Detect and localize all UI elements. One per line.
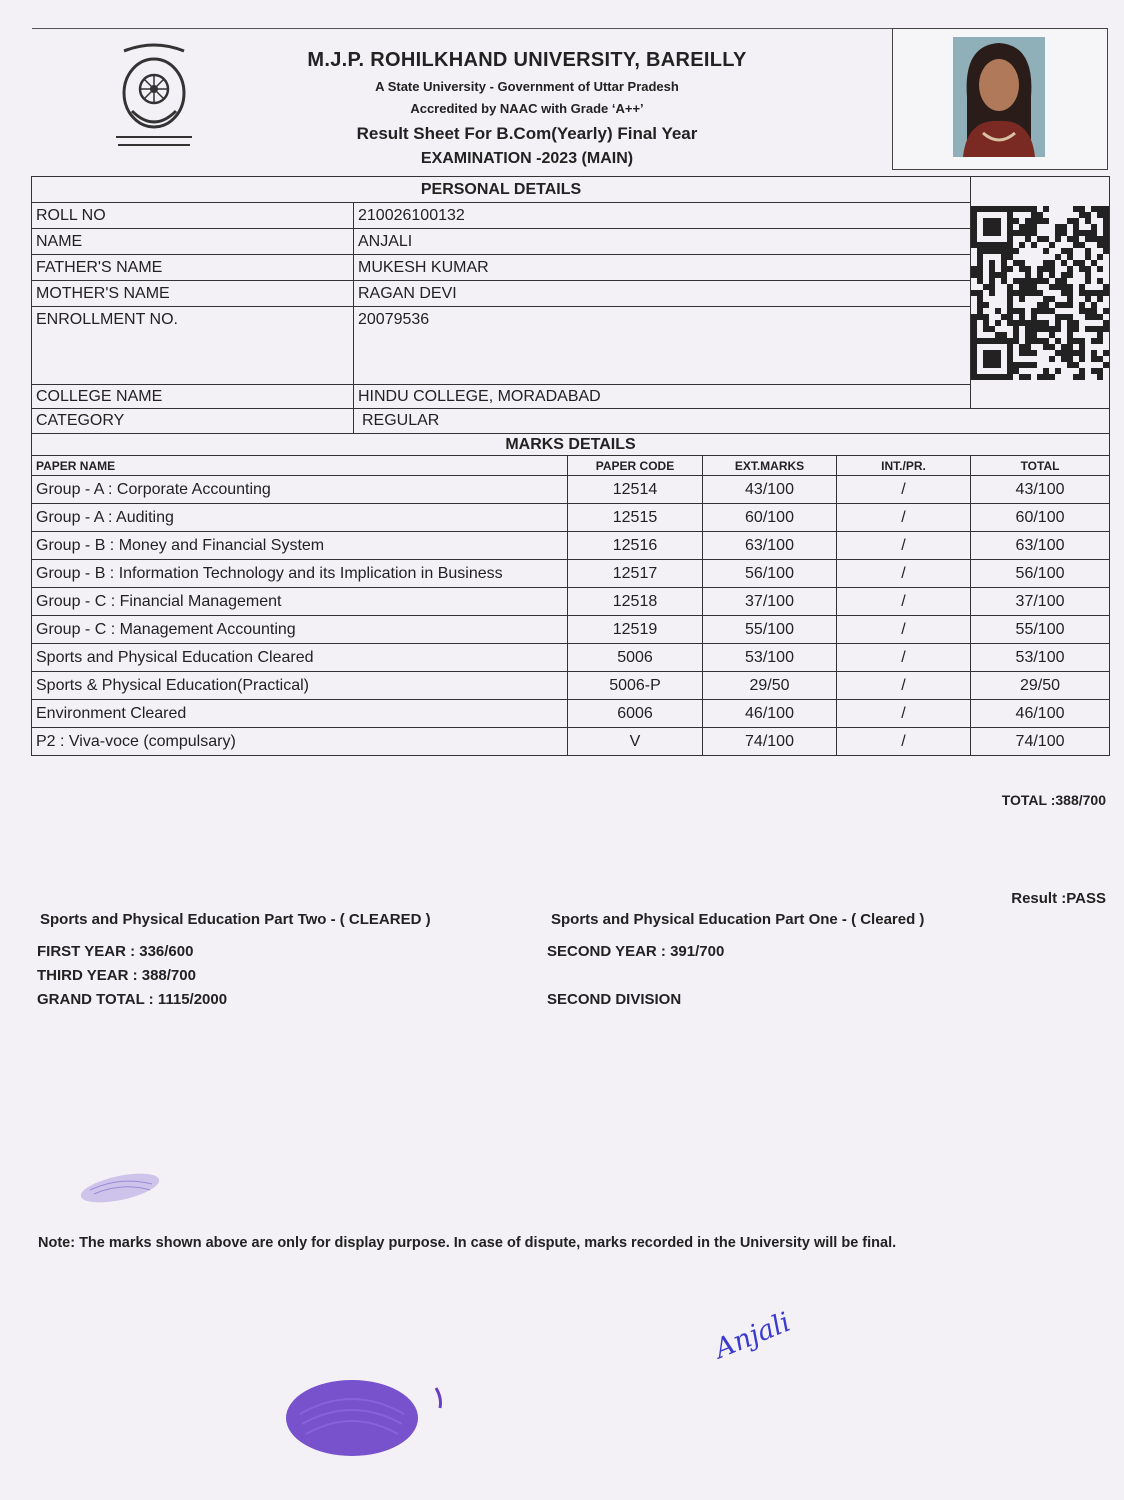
ext-marks: 29/50 [703, 672, 837, 700]
int-pr-marks: / [837, 644, 971, 672]
int-pr-marks: / [837, 560, 971, 588]
paper-code: 12516 [568, 532, 703, 560]
paper-name: Group - A : Corporate Accounting [32, 476, 568, 504]
header-paper-code: PAPER CODE [568, 456, 703, 476]
faint-thumb-impression [70, 1168, 170, 1208]
paper-name: Group - A : Auditing [32, 504, 568, 532]
total-marks: 53/100 [971, 644, 1110, 672]
personal-details-title: PERSONAL DETAILS [32, 177, 971, 203]
table-row [32, 700, 1110, 728]
table-row [32, 532, 1110, 560]
sports-part-one-status: Sports and Physical Education Part One - ( Cleared ) [551, 911, 925, 928]
student-signature: Anjali [710, 1306, 795, 1365]
paper-code: 12514 [568, 476, 703, 504]
paper-name: Group - C : Financial Management [32, 588, 568, 616]
roll-no-value: 210026100132 [354, 203, 971, 229]
total-marks: 55/100 [971, 616, 1110, 644]
total-marks: 46/100 [971, 700, 1110, 728]
int-pr-marks: / [837, 504, 971, 532]
table-row [32, 616, 1110, 644]
naac-accreditation: Accredited by NAAC with Grade ‘A++’ [410, 101, 644, 116]
ext-marks: 63/100 [703, 532, 837, 560]
total-marks: 60/100 [971, 504, 1110, 532]
paper-name: Group - B : Money and Financial System [32, 532, 568, 560]
father-name-value: MUKESH KUMAR [354, 255, 971, 281]
name-label: NAME [32, 229, 354, 255]
paper-name: Sports & Physical Education(Practical) [32, 672, 568, 700]
university-name: M.J.P. ROHILKHAND UNIVERSITY, BAREILLY [307, 49, 747, 71]
category-label: CATEGORY [32, 409, 354, 434]
int-pr-marks: / [837, 616, 971, 644]
college-name-label: COLLEGE NAME [32, 385, 354, 409]
mother-name-value: RAGAN DEVI [354, 281, 971, 307]
paper-code: 5006-P [568, 672, 703, 700]
total-marks: 63/100 [971, 532, 1110, 560]
category-value: REGULAR [354, 409, 1110, 434]
ext-marks: 53/100 [703, 644, 837, 672]
int-pr-marks: / [837, 728, 971, 756]
sports-part-two-status: Sports and Physical Education Part Two - ( CLEARED ) [40, 911, 431, 928]
ext-marks: 46/100 [703, 700, 837, 728]
int-pr-marks: / [837, 700, 971, 728]
result-table [31, 176, 1110, 756]
table-row [32, 588, 1110, 616]
int-pr-marks: / [837, 532, 971, 560]
total-marks: 43/100 [971, 476, 1110, 504]
paper-code: 6006 [568, 700, 703, 728]
total-marks: 37/100 [971, 588, 1110, 616]
enrollment-value: 20079536 [354, 307, 971, 385]
paper-name: Group - C : Management Accounting [32, 616, 568, 644]
grand-total-marks: GRAND TOTAL : 1115/2000 [37, 991, 228, 1008]
table-row [32, 504, 1110, 532]
table-row [32, 560, 1110, 588]
total-marks: 74/100 [971, 728, 1110, 756]
sheet-header [32, 28, 892, 175]
header-paper-name: PAPER NAME [32, 456, 568, 476]
disclaimer-note: Note: The marks shown above are only for display purpose. In case of dispute, marks recorded in the University will be final. [38, 1235, 897, 1251]
ext-marks: 37/100 [703, 588, 837, 616]
roll-no-label: ROLL NO [32, 203, 354, 229]
header-total: TOTAL [971, 456, 1110, 476]
paper-code: 12518 [568, 588, 703, 616]
marks-details-title: MARKS DETAILS [32, 434, 1110, 456]
ext-marks: 55/100 [703, 616, 837, 644]
table-row [32, 644, 1110, 672]
int-pr-marks: / [837, 672, 971, 700]
university-logo [104, 41, 204, 153]
int-pr-marks: / [837, 476, 971, 504]
ext-marks: 74/100 [703, 728, 837, 756]
ext-marks: 43/100 [703, 476, 837, 504]
table-row [32, 728, 1110, 756]
header-ext-marks: EXT.MARKS [703, 456, 837, 476]
second-year-marks: SECOND YEAR : 391/700 [547, 943, 725, 960]
college-name-value: HINDU COLLEGE, MORADABAD [354, 385, 971, 409]
paper-code: 12519 [568, 616, 703, 644]
paper-name: Environment Cleared [32, 700, 568, 728]
photo-frame [892, 28, 1108, 170]
state-university-subtitle: A State University - Government of Uttar Pradesh [375, 79, 679, 94]
total-marks: 56/100 [971, 560, 1110, 588]
table-row [32, 476, 1110, 504]
int-pr-marks: / [837, 588, 971, 616]
sheet-title: Result Sheet For B.Com(Yearly) Final Year [356, 124, 698, 143]
student-photo [953, 37, 1045, 157]
qr-code [971, 206, 1110, 380]
ext-marks: 56/100 [703, 560, 837, 588]
paper-name: P2 : Viva-voce (compulsary) [32, 728, 568, 756]
enrollment-label: ENROLLMENT NO. [32, 307, 354, 385]
table-row [32, 672, 1110, 700]
paper-code: 12515 [568, 504, 703, 532]
qr-code-cell [971, 177, 1110, 409]
paper-name: Group - B : Information Technology and its Implication in Business [32, 560, 568, 588]
exam-title: EXAMINATION -2023 (MAIN) [420, 150, 634, 167]
grand-total-line: TOTAL :388/700 [1001, 792, 1106, 808]
paper-code: 12517 [568, 560, 703, 588]
mother-name-label: MOTHER'S NAME [32, 281, 354, 307]
third-year-marks: THIRD YEAR : 388/700 [37, 967, 196, 984]
first-year-marks: FIRST YEAR : 336/600 [37, 943, 194, 960]
paper-code: 5006 [568, 644, 703, 672]
division: SECOND DIVISION [547, 991, 682, 1008]
result-status: Result :PASS [1011, 890, 1106, 907]
thumb-impression [280, 1374, 450, 1464]
paper-code: V [568, 728, 703, 756]
header-int-pr: INT./PR. [837, 456, 971, 476]
name-value: ANJALI [354, 229, 971, 255]
father-name-label: FATHER'S NAME [32, 255, 354, 281]
total-marks: 29/50 [971, 672, 1110, 700]
paper-name: Sports and Physical Education Cleared [32, 644, 568, 672]
ext-marks: 60/100 [703, 504, 837, 532]
